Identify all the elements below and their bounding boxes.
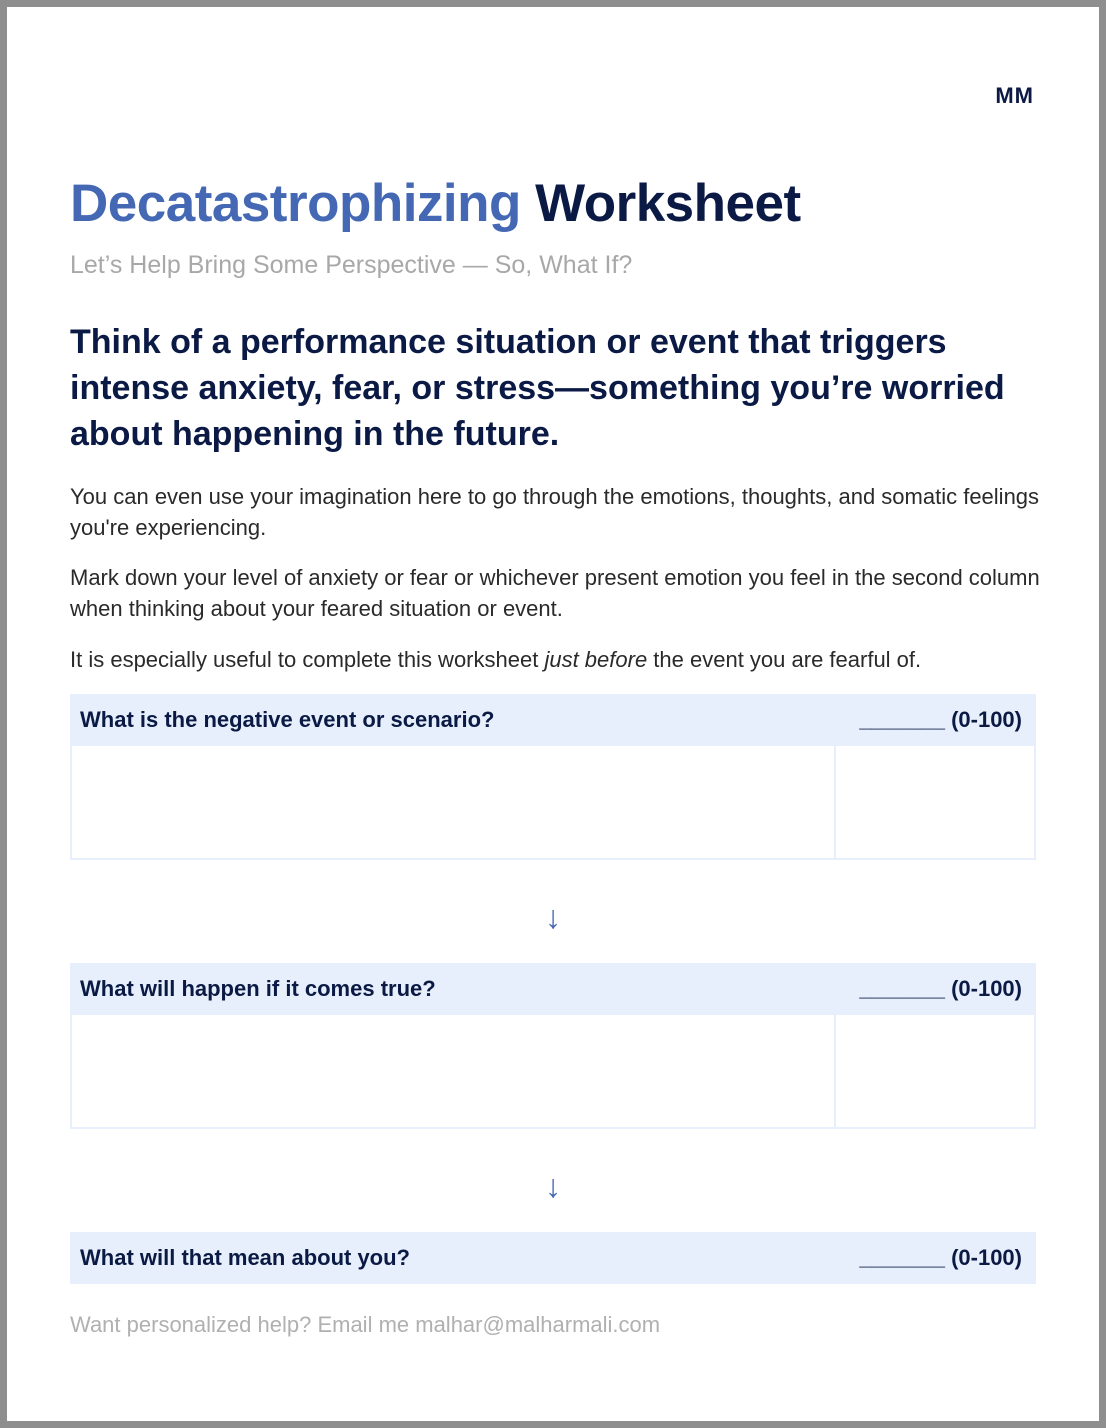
question-header — [70, 694, 1036, 746]
rating-field[interactable] — [836, 1015, 1034, 1127]
arrow-down-icon: ↓ — [545, 1168, 561, 1204]
arrow-down-icon: ↓ — [545, 899, 561, 935]
title-rest: Worksheet — [535, 174, 801, 233]
title-accent: Decatastrophizing — [70, 174, 521, 233]
instruction-paragraph-2: Mark down your level of anxiety or fear or whichever present emotion you feel in the second column when thinking about your feared situation or event. — [70, 565, 1040, 621]
worksheet-page — [7, 7, 1099, 1421]
prompt-heading: Think of a performance situation or event that triggers intense anxiety, fear, or stress—something you’re worried about happening in the future. — [70, 323, 1005, 453]
subtitle: Let’s Help Bring Some Perspective — So, What If? — [70, 251, 633, 279]
logo: MM — [995, 83, 1034, 108]
answer-field[interactable] — [72, 1015, 836, 1127]
instruction-paragraph-3 — [70, 644, 1045, 675]
p3-before: It is especially useful to complete this worksheet — [70, 647, 545, 672]
question-label: What is the negative event or scenario? — [80, 707, 495, 732]
answer-row — [70, 1015, 1036, 1129]
question-header — [70, 1232, 1036, 1284]
answer-field[interactable] — [72, 746, 836, 858]
question-label: What will that mean about you? — [80, 1245, 410, 1270]
rating-label: _______ (0-100) — [859, 1245, 1022, 1270]
question-label: What will happen if it comes true? — [80, 976, 436, 1001]
question-block-2 — [70, 963, 1036, 1129]
footer-contact: Want personalized help? Email me malhar@malharmali.com — [70, 1312, 661, 1337]
question-block-3 — [70, 1232, 1036, 1284]
p3-after: the event you are fearful of. — [647, 647, 922, 672]
instruction-paragraph-1: You can even use your imagination here to go through the emotions, thoughts, and somatic feelings you're experiencing. — [70, 484, 1040, 540]
answer-row — [70, 746, 1036, 860]
rating-label: _______ (0-100) — [859, 707, 1022, 732]
p3-emphasis: just before — [544, 647, 648, 672]
question-header — [70, 963, 1036, 1015]
page-title — [70, 172, 801, 236]
rating-label: _______ (0-100) — [859, 976, 1022, 1001]
question-block-1 — [70, 694, 1036, 860]
rating-field[interactable] — [836, 746, 1034, 858]
